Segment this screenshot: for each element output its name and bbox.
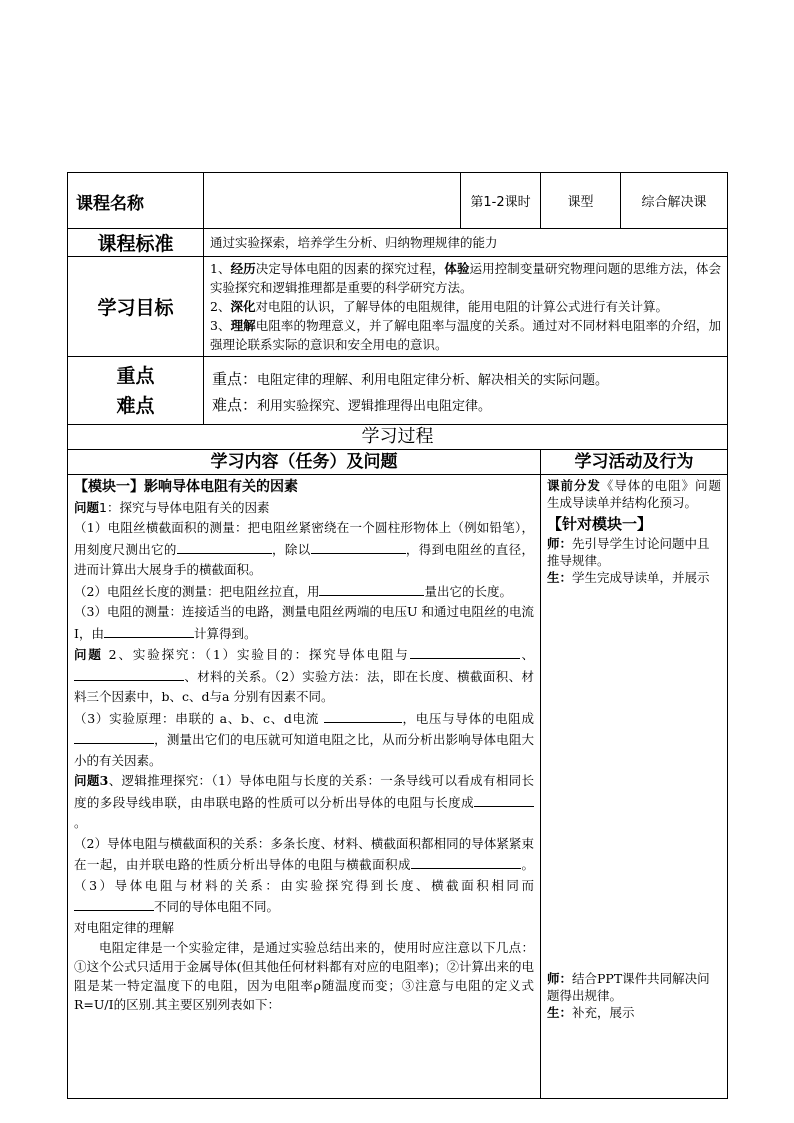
answer-blank[interactable] xyxy=(74,896,154,911)
answer-blank[interactable] xyxy=(104,623,194,638)
period: 第1-2课时 xyxy=(461,173,541,229)
objective-item: 3、理解电阻率的物理意义，并了解电阻率与温度的关系。通过对不同材料电阻率的介绍，加强理论联系实际的意识和安全用电的意识。 xyxy=(210,318,721,352)
student-activity: 生：学生完成导读单，并展示 xyxy=(547,570,710,585)
answer-blank[interactable] xyxy=(411,854,451,869)
lesson-plan xyxy=(67,172,727,1099)
understanding-title: 对电阻定律的理解 xyxy=(74,919,175,935)
answer-blank[interactable] xyxy=(319,581,424,596)
objectives-label: 学习目标 xyxy=(68,257,204,357)
difficult-point: 难点：利用实验探究、逻辑推理得出电阻定律。 xyxy=(212,396,492,414)
course-name-label: 课程名称 xyxy=(68,173,204,229)
answer-blank[interactable] xyxy=(474,792,534,807)
question-3: 问题3、逻辑推理探究：（1）导体电阻与长度的关系：一条导线可以看成有相同长度的多段导线串联，由串联电路的性质可以分析出导体的电阻与长度成。 xyxy=(74,773,534,830)
keypoints-label: 重点 难点 xyxy=(68,357,204,425)
lesson-plan-table xyxy=(67,172,728,1099)
question-3-item-2: （2）导体电阻与横截面积的关系：多条长度、材料、横截面积都相同的导体紧紧束在一起，由并联电路的性质分析出导体的电阻与横截面积成 。（3）导体电阻与材料的关系：由实验探究得到长度、横截面积相同而不同的导体电阻不同。 xyxy=(74,835,534,914)
module-title: 【模块一】影响导体电阻有关的因素 xyxy=(74,479,298,495)
keypoints-text xyxy=(204,357,728,425)
question-1-title: 问题1：探究与导体电阻有关的因素 xyxy=(74,499,270,515)
answer-blank[interactable] xyxy=(324,708,402,723)
later-activities xyxy=(547,970,721,1021)
standard-label: 课程标准 xyxy=(68,229,204,257)
answer-blank[interactable] xyxy=(74,729,154,744)
answer-blank[interactable] xyxy=(74,666,184,681)
answer-blank[interactable] xyxy=(451,854,521,869)
objective-item: 2、深化对电阻的认识，了解导体的电阻规律，能用电阻的计算公式进行有关计算。 xyxy=(210,299,668,314)
student-activity-2: 生：补充，展示 xyxy=(547,1005,635,1020)
type-label: 课型 xyxy=(541,173,621,229)
activity-column-title: 学习活动及行为 xyxy=(541,450,728,475)
content-column-title: 学习内容（任务）及问题 xyxy=(68,450,541,475)
question-1-item-3: （3）电阻的测量：连接适当的电路，测量电阻丝两端的电压U 和通过电阻丝的电流I，由 计算得到。 xyxy=(74,604,534,641)
teacher-activity: 师：先引导学生讨论问题中且推导规律。 xyxy=(547,536,710,568)
answer-blank[interactable] xyxy=(177,539,272,554)
objective-item: 1、经历决定导体电阻的因素的探究过程，体验运用控制变量研究物理问题的思维方法，体会实验探究和逻辑推理都是重要的科学研究方法。 xyxy=(210,261,721,295)
course-name-value xyxy=(204,173,461,229)
learning-content xyxy=(68,475,541,1099)
question-2: 问题 2、实验探究：（1）实验目的：探究导体电阻与 、、材料的关系。（2）实验方法：法，即在长度、横截面积、材料三个因素中，b、c、d与a 分别有因素不同。 xyxy=(74,644,534,708)
pre-class-activity: 课前分发《导体的电阻》问题生成导读单并结构化预习。 xyxy=(547,478,721,510)
answer-blank[interactable] xyxy=(410,644,520,659)
objectives-list xyxy=(204,257,728,357)
answer-blank[interactable] xyxy=(311,539,406,554)
question-2-item-3: （3）实验原理：串联的 a、b、c、d电流 ，电压与导体的电阻成，测量出它们的电压就可知道电阻之比，从而分析出影响导体电阻大小的有关因素。 xyxy=(74,708,534,772)
key-point: 重点：电阻定律的理解、利用电阻定律分析、解决相关的实际问题。 xyxy=(212,370,609,388)
teacher-activity-2: 师：结合PPT课件共同解决问题得出规律。 xyxy=(547,971,710,1003)
question-1-item-2: （2）电阻丝长度的测量：把电阻丝拉直，用 量出它的长度。 xyxy=(74,581,534,603)
type-value: 综合解决课 xyxy=(621,173,728,229)
understanding-text: 电阻定律是一个实验定律，是通过实验总结出来的，使用时应注意以下几点：①这个公式只适用于金属导体(但其他任何材料都有对应的电阻率)；②计算出来的电阻是某一特定温度下的电阻，因为电阻率ρ随温度而变；③注意与电阻的定义式R=U/I的区别.其主要区别列表如下： xyxy=(74,940,534,1012)
question-1-item-1: （1）电阻丝横截面积的测量：把电阻丝紧密绕在一个圆柱形物体上（例如铅笔），用刻度尺测出它的 ，除以 ，得到电阻丝的直径，进而计算出大展身手的横截面积。 xyxy=(74,520,534,577)
process-title: 学习过程 xyxy=(68,425,728,450)
module-target: 【针对模块一】 xyxy=(547,515,653,533)
standard-text: 通过实验探索，培养学生分析、归纳物理规律的能力 xyxy=(204,229,728,257)
learning-activities xyxy=(541,475,728,1099)
